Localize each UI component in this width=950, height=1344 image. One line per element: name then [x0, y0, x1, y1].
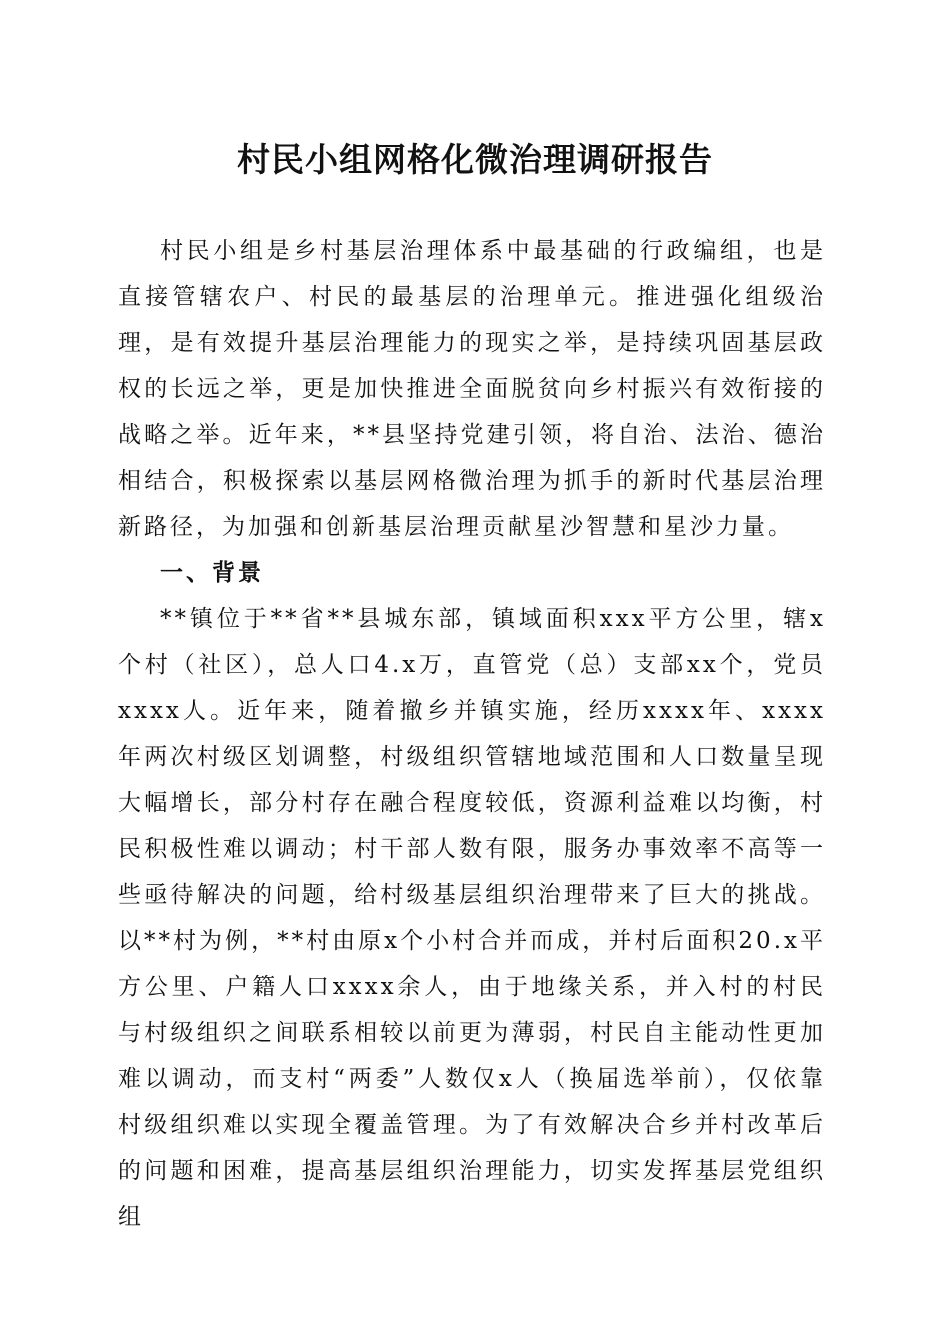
section-heading-background: 一、背景: [160, 560, 264, 586]
document-title: 村民小组网格化微治理调研报告: [237, 140, 713, 179]
document-body: [118, 228, 826, 1240]
intro-paragraph: 村民小组是乡村基层治理体系中最基础的行政编组，也是直接管辖农户、村民的最基层的治理单元。推进强化组级治理，是有效提升基层治理能力的现实之举，是持续巩固基层政权的长远之举，更是加快推进全面脱贫向乡村振兴有效衔接的战略之举。近年来，**县坚持党建引领，将自治、法治、德治相结合，积极探索以基层网格微治理为抓手的新时代基层治理新路径，为加强和创新基层治理贡献星沙智慧和星沙力量。: [118, 238, 826, 540]
background-paragraph: **镇位于**省**县城东部，镇域面积xxx平方公里，辖x个村（社区），总人口4.x万，直管党（总）支部xx个，党员xxxx人。近年来，随着撤乡并镇实施，经历xxxx年、xxxx年两次村级区划调整，村级组织管辖地域范围和人口数量呈现大幅增长，部分村存在融合程度较低，资源利益难以均衡，村民积极性难以调动；村干部人数有限，服务办事效率不高等一些亟待解决的问题，给村级基层组织治理带来了巨大的挑战。以**村为例，**村由原x个小村合并而成，并村后面积20.x平方公里、户籍人口xxxx余人，由于地缘关系，并入村的村民与村级组织之间联系相较以前更为薄弱，村民自主能动性更加难以调动，而支村“两委”人数仅x人（换届选举前），仅依靠村级组织难以实现全覆盖管理。为了有效解决合乡并村改革后的问题和困难，提高基层组织治理能力，切实发挥基层党组织组: [118, 606, 826, 1230]
